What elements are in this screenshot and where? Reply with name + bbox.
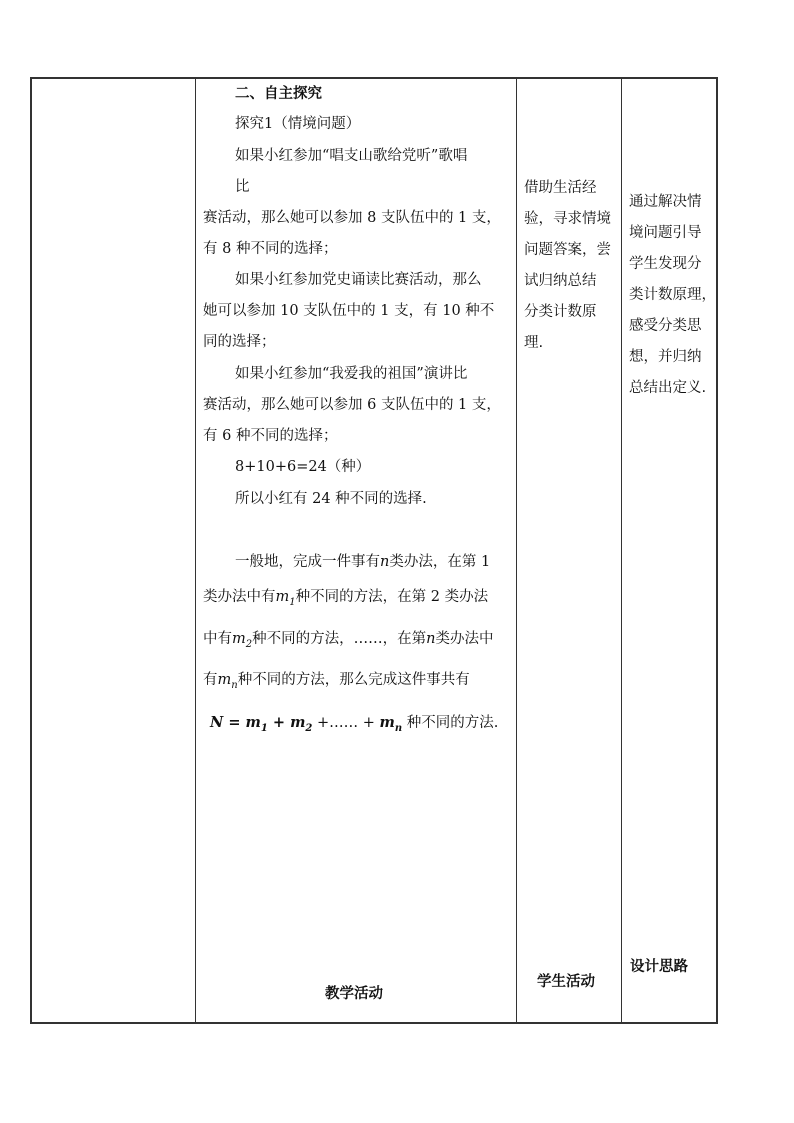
paragraph-line: 如果小红参加“唱支山歌给党听”歌唱 bbox=[235, 148, 468, 164]
student-activity-line: 问题答案，尝 bbox=[524, 242, 611, 258]
student-activity-line: 试归纳总结 bbox=[524, 273, 597, 289]
paragraph-line: 有 6 种不同的选择； bbox=[203, 428, 338, 444]
sum-equation: 8+10+6=24（种） bbox=[235, 459, 371, 475]
design-idea-line: 通过解决情 bbox=[629, 194, 702, 210]
section-heading: 二、自主探究 bbox=[235, 86, 322, 102]
column-footer: 学生活动 bbox=[537, 974, 595, 990]
design-idea-line: 想，并归纳 bbox=[629, 349, 702, 365]
paragraph-line: 如果小红参加党史诵读比赛活动，那么 bbox=[235, 272, 482, 288]
paragraph-line: 同的选择； bbox=[203, 334, 276, 350]
conclusion: 所以小红有 24 种不同的选择. bbox=[235, 491, 427, 507]
paragraph-line: 比 bbox=[235, 179, 250, 195]
student-activity-line: 验，寻求情境 bbox=[524, 211, 611, 227]
definition-line: 类办法中有$m_1$种不同的方法，在第 2 类办法 bbox=[203, 589, 489, 608]
design-idea-line: 学生发现分 bbox=[629, 256, 702, 272]
definition-line: 一般地，完成一件事有n类办法，在第 1 bbox=[235, 554, 491, 570]
definition-line: 中有$m_2$种不同的方法，……，在第n类办法中 bbox=[203, 631, 494, 650]
design-idea-line: 境问题引导 bbox=[629, 225, 702, 241]
column-footer: 设计思路 bbox=[630, 959, 688, 975]
student-activity-line: 理. bbox=[524, 335, 544, 351]
paragraph-line: 有 8 种不同的选择； bbox=[203, 241, 338, 257]
paragraph-line: 赛活动，那么她可以参加 8 支队伍中的 1 支， bbox=[203, 210, 501, 226]
table-cell-design-idea bbox=[621, 77, 718, 1024]
column-footer: 教学活动 bbox=[325, 986, 383, 1002]
student-activity-line: 借助生活经 bbox=[524, 180, 597, 196]
paragraph-line: 她可以参加 10 支队伍中的 1 支，有 10 种不 bbox=[203, 303, 495, 319]
design-idea-line: 总结出定义. bbox=[629, 380, 707, 396]
student-activity-line: 分类计数原 bbox=[524, 304, 597, 320]
formula: $N = m_1 + m_2$ +…… + $m_n$ 种不同的方法. bbox=[210, 714, 499, 734]
table-cell-blank bbox=[30, 77, 196, 1024]
paragraph-line: 如果小红参加“我爱我的祖国”演讲比 bbox=[235, 366, 468, 382]
definition-line: 有$m_n$种不同的方法，那么完成这件事共有 bbox=[203, 672, 470, 691]
design-idea-line: 类计数原理， bbox=[629, 287, 716, 303]
paragraph-line: 赛活动，那么她可以参加 6 支队伍中的 1 支， bbox=[203, 397, 501, 413]
subheading: 探究1（情境问题） bbox=[235, 116, 361, 132]
design-idea-line: 感受分类思 bbox=[629, 318, 702, 334]
